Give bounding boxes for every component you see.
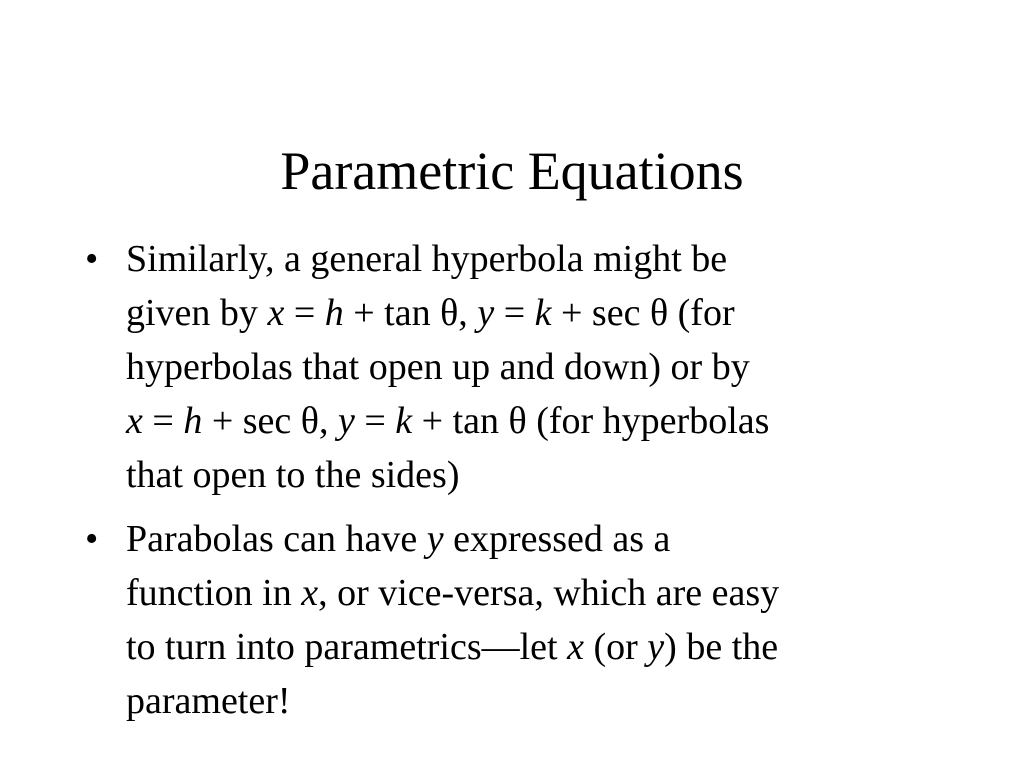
bullet-line	[126, 674, 945, 728]
text-segment: Similarly, a general hyperbola might be	[126, 238, 728, 280]
bullet-item	[85, 512, 945, 728]
math-variable: k	[395, 400, 413, 442]
bullet-icon: •	[85, 518, 99, 560]
text-segment: , or vice-versa, which are easy	[318, 572, 780, 614]
bullet-line	[126, 232, 945, 286]
text-segment: =	[354, 400, 396, 442]
text-segment: ) be the	[664, 626, 779, 668]
text-segment: to turn into parametrics—let	[126, 626, 568, 668]
bullet-line	[126, 394, 945, 448]
text-segment: + tan θ,	[343, 292, 478, 334]
text-segment: Parabolas can have	[126, 518, 427, 560]
bullet-line	[126, 566, 945, 620]
math-variable: k	[534, 292, 552, 334]
math-variable: h	[183, 400, 203, 442]
math-variable: y	[426, 518, 444, 560]
bullet-item	[85, 232, 945, 502]
text-segment: that open to the sides)	[126, 454, 460, 496]
math-variable: x	[126, 400, 143, 442]
text-segment: function in	[126, 572, 302, 614]
math-variable: x	[301, 572, 319, 614]
text-segment: given by	[126, 292, 268, 334]
text-segment: + sec θ (for	[551, 292, 735, 334]
bullet-line	[126, 340, 945, 394]
math-variable: y	[337, 400, 355, 442]
math-variable: x	[267, 292, 285, 334]
text-segment: + tan θ (for hyperbolas	[412, 400, 770, 442]
text-segment: + sec θ,	[202, 400, 338, 442]
text-segment: (or	[583, 626, 648, 668]
bullet-line	[126, 286, 945, 340]
slide-title: Parametric Equations	[280, 141, 744, 202]
bullet-line	[126, 512, 945, 566]
bullet-line	[126, 448, 945, 502]
text-segment: hyperbolas that open up and down) or by	[126, 346, 750, 388]
text-segment: expressed as a	[443, 518, 671, 560]
math-variable: h	[324, 292, 344, 334]
bullet-icon: •	[85, 238, 99, 280]
math-variable: x	[567, 626, 584, 668]
text-segment: =	[142, 400, 184, 442]
bullet-list	[85, 232, 945, 738]
text-segment: parameter!	[126, 680, 291, 722]
bullet-line	[126, 620, 945, 674]
math-variable: y	[647, 626, 665, 668]
text-segment: =	[494, 292, 535, 334]
text-segment: =	[284, 292, 325, 334]
math-variable: y	[477, 292, 495, 334]
